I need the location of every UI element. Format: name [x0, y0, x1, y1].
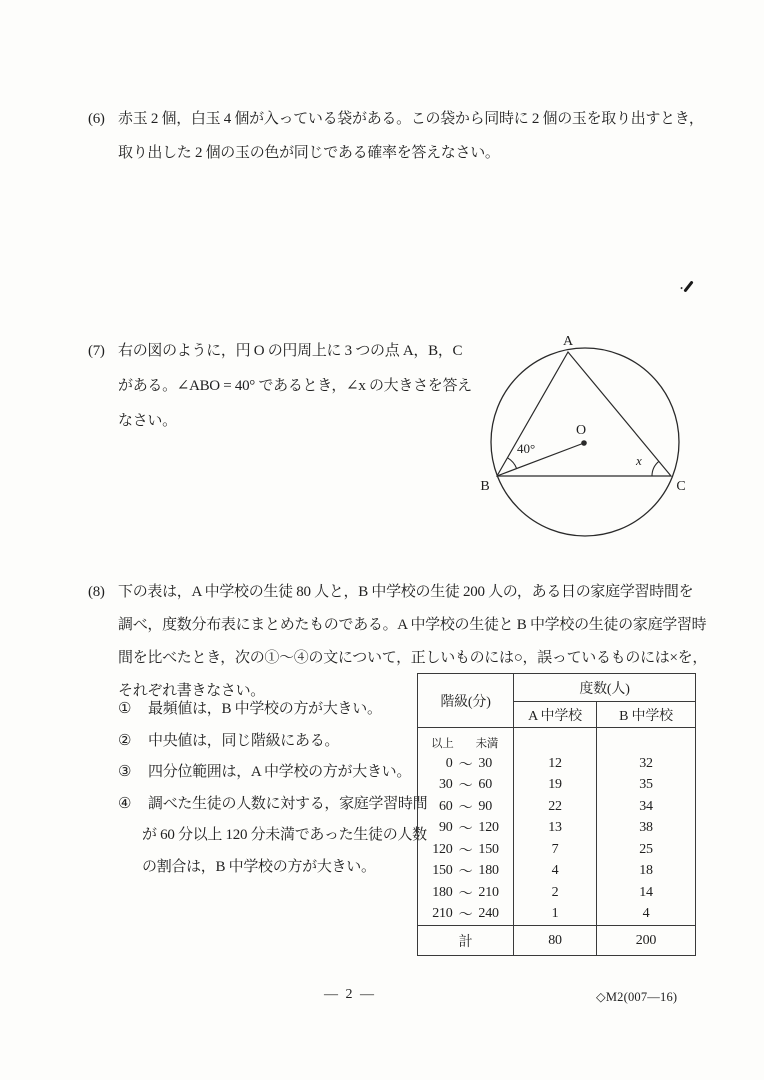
freq-b-cell: 34 [597, 796, 696, 818]
freq-b-cell: 18 [597, 861, 696, 883]
table-total-row [418, 926, 696, 956]
problem-7 [88, 334, 488, 439]
problem-7-text1: 右の図のように，円 O の円周上に 3 つの点 A，B，C [118, 343, 463, 359]
freq-a-cell: 13 [514, 818, 597, 840]
tilde: ～ [458, 800, 473, 816]
statement-item-4 [118, 789, 448, 884]
tilde: ～ [458, 843, 473, 859]
problem-7-line2 [88, 369, 488, 404]
table-row [418, 861, 696, 883]
table-row [418, 775, 696, 797]
range-cell [418, 882, 514, 904]
note-ijou: 以上 [431, 738, 454, 750]
label-angle-x: x [636, 453, 642, 468]
label-point-a: A [562, 334, 574, 349]
range-cell [418, 775, 514, 797]
range-from: 30 [438, 777, 453, 793]
range-from: 60 [438, 798, 453, 814]
problem-7-line3 [88, 404, 488, 439]
range-cell [418, 861, 514, 883]
problem-8-text1: 下の表は，A 中学校の生徒 80 人と，B 中学校の生徒 200 人の，ある日の家庭学習時間を [118, 584, 694, 600]
tilde: ～ [458, 908, 473, 924]
table-row [418, 839, 696, 861]
range-cell [418, 839, 514, 861]
label-center-o: O [575, 423, 587, 438]
table-row [418, 818, 696, 840]
problem-8-text3: 間を比べたとき，次の①～④の文について，正しいものには○，誤っているものには×を， [118, 650, 708, 666]
table-row [418, 904, 696, 926]
range-cell [418, 796, 514, 818]
item-4-number: ④ [118, 795, 132, 812]
problem-7-line1 [88, 334, 488, 369]
total-label-cell: 計 [418, 926, 514, 956]
problem-8-line3 [88, 642, 707, 675]
statement-item-1 [118, 694, 448, 726]
circle-figure [460, 330, 720, 570]
frequency-table [417, 673, 696, 956]
problem-8-text4: それぞれ書きなさい。 [118, 683, 266, 699]
item-3-number: ③ [118, 764, 132, 780]
range-cell [418, 753, 514, 775]
range-to: 90 [478, 798, 493, 814]
problem-6-line1 [88, 102, 704, 136]
school-a-header: A 中学校 [514, 702, 597, 728]
note-miman: 未満 [475, 738, 499, 750]
range-to: 30 [478, 755, 493, 771]
document-code: ◇M2(007—16) [596, 990, 678, 1004]
freq-b-cell: 4 [597, 904, 696, 926]
label-point-b: B [480, 479, 490, 494]
problem-7-text2: がある。∠ABO = 40° であるとき，∠x の大きさを答え [118, 378, 472, 394]
page-number: — 2 — [324, 987, 376, 1002]
item-2-number: ② [118, 732, 132, 749]
item-4-text-3: の割合は，B 中学校の方が大きい。 [142, 858, 376, 875]
school-b-header: B 中学校 [597, 702, 696, 728]
range-from: 0 [445, 755, 453, 771]
range-to: 180 [478, 863, 499, 879]
center-dot [581, 440, 587, 446]
freq-a-cell: 1 [514, 904, 597, 926]
empty-cell [597, 728, 696, 754]
item-3-text: 四分位範囲は，A 中学校の方が大きい。 [148, 764, 412, 780]
range-note-cell [418, 728, 514, 754]
tilde: ～ [458, 822, 473, 838]
range-to: 240 [478, 906, 499, 922]
problem-8-text2: 調べ，度数分布表にまとめたものである。A 中学校の生徒と B 中学校の生徒の家庭学習時 [118, 617, 707, 633]
table-note-row [418, 728, 696, 754]
freq-b-cell: 14 [597, 882, 696, 904]
freq-a-cell: 2 [514, 882, 597, 904]
freq-a-cell: 12 [514, 753, 597, 775]
range-to: 120 [478, 820, 499, 836]
frequency-span-header: 度数(人) [514, 674, 696, 702]
item-4-text-2: が 60 分以上 120 分未満であった生徒の人数 [142, 827, 427, 843]
freq-b-cell: 25 [597, 839, 696, 861]
class-column-header: 階級(分) [418, 674, 514, 728]
item-4-text-1: 調べた生徒の人数に対する，家庭学習時間 [148, 795, 428, 812]
item-1-number: ① [118, 701, 132, 717]
angle-arc-c [652, 461, 659, 476]
problem-6-text2: 取り出した 2 個の玉の色が同じである確率を答えなさい。 [118, 145, 500, 161]
freq-a-cell: 19 [514, 775, 597, 797]
angle-arc-b [507, 458, 516, 469]
statement-list [118, 694, 448, 883]
empty-cell [514, 728, 597, 754]
stray-pen-mark [683, 280, 693, 292]
freq-b-cell: 38 [597, 818, 696, 840]
range-cell [418, 904, 514, 926]
problem-8-line1 [88, 576, 707, 609]
tilde: ～ [458, 865, 473, 881]
table-row [418, 753, 696, 775]
problem-7-number: (7) [88, 343, 105, 359]
statement-item-2 [118, 726, 448, 758]
label-point-c: C [676, 479, 686, 494]
problem-6-text1: 赤玉 2 個，白玉 4 個が入っている袋がある。この袋から同時に 2 個の玉を取り出すとき， [118, 111, 704, 127]
table-header-row-1 [418, 674, 696, 702]
range-from: 180 [432, 884, 453, 900]
freq-b-cell: 32 [597, 753, 696, 775]
table-row [418, 796, 696, 818]
range-to: 210 [478, 884, 499, 900]
range-from: 210 [432, 906, 453, 922]
range-from: 150 [432, 863, 453, 879]
range-to: 60 [478, 777, 493, 793]
freq-a-cell: 22 [514, 796, 597, 818]
problem-6 [88, 102, 704, 170]
range-from: 90 [438, 820, 453, 836]
range-cell [418, 818, 514, 840]
problem-7-text3: なさい。 [118, 413, 177, 429]
tilde: ～ [458, 757, 473, 773]
freq-a-cell: 7 [514, 839, 597, 861]
statement-item-3 [118, 757, 448, 789]
total-b-cell: 200 [597, 926, 696, 956]
problem-8-number: (8) [88, 584, 105, 600]
item-2-text: 中央値は，同じ階級にある。 [148, 732, 340, 749]
problem-6-number: (6) [88, 111, 105, 127]
tilde: ～ [458, 779, 473, 795]
total-a-cell: 80 [514, 926, 597, 956]
range-from: 120 [432, 841, 453, 857]
freq-b-cell: 35 [597, 775, 696, 797]
range-to: 150 [478, 841, 499, 857]
problem-6-line2 [88, 136, 704, 170]
item-1-text: 最頻値は，B 中学校の方が大きい。 [148, 701, 382, 717]
table-row [418, 882, 696, 904]
tilde: ～ [458, 886, 473, 902]
freq-a-cell: 4 [514, 861, 597, 883]
problem-8-line2 [88, 609, 707, 642]
label-angle-40: 40° [517, 441, 536, 456]
